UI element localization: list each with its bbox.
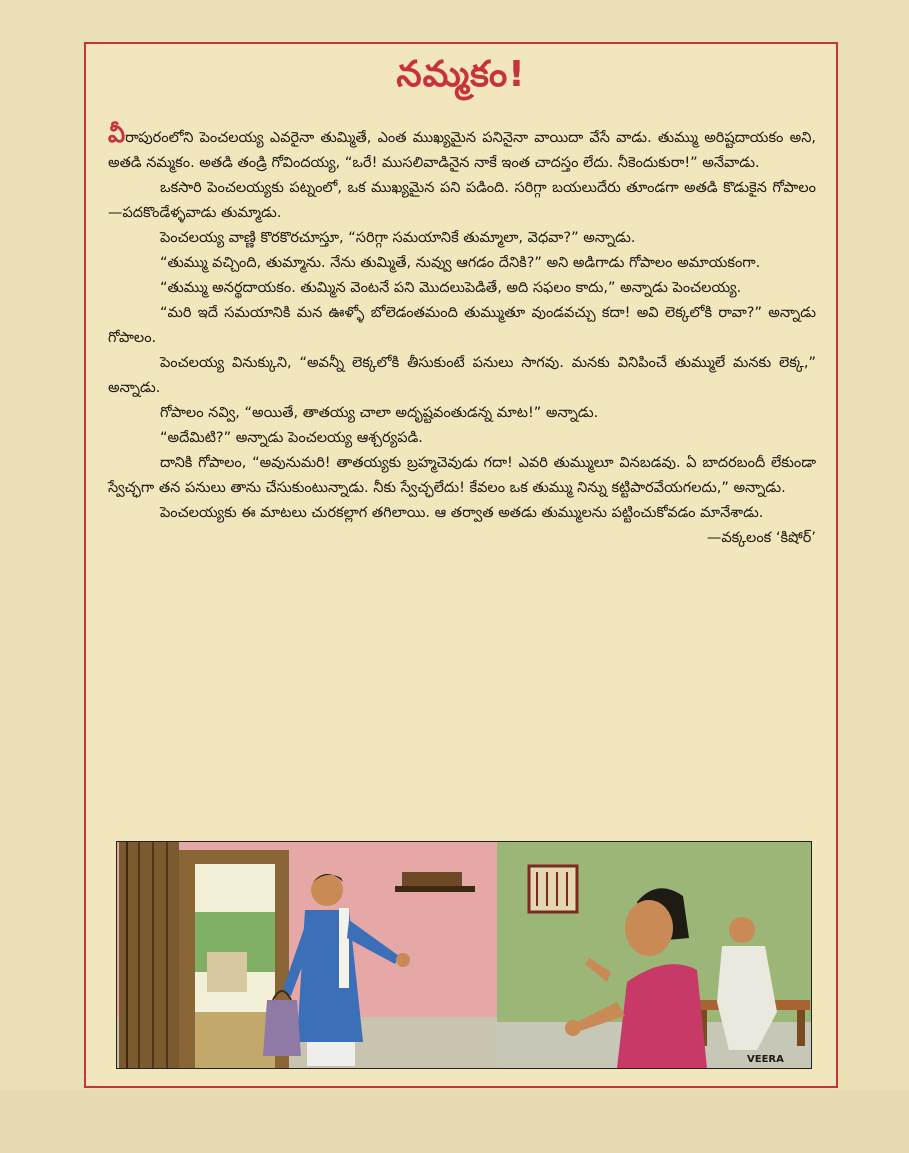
shelf-box [402,872,462,886]
paragraph-7: పెంచలయ్య వినుక్కుని, “అవన్నీ లెక్కలోకి తీసుకుంటే పనులు సాగవు. మనకు వినిపించే తుమ్ములే మనకు లెక్క,” అన్నాడు. [108,355,816,396]
woman-pink-saree [617,964,707,1068]
page-footer-strip [0,1090,909,1153]
paragraph-3: పెంచలయ్య వాణ్ణి కొరకొరచూస్తూ, “సరిగ్గా సమయానికే తుమ్మాలా, వెధవా?” అన్నాడు. [160,230,636,246]
paragraph-8: గోపాలం నవ్వి, “అయితే, తాతయ్య చాలా అదృష్టవంతుడన్న మాట!” అన్నాడు. [160,405,599,421]
drop-cap: వీ [108,120,126,148]
paragraph-6: “మరి ఇదే సమయానికి మన ఊళ్ళో బోలెడంతమంది తుమ్ముతూ వుండవచ్చు కదా! అవి లెక్కలోకి రావా?” అన్నాడు గోపాలం. [108,305,817,346]
page-frame [84,42,838,1088]
man-towel [339,908,349,988]
paragraph-2: ఒకసారి పెంచలయ్యకు పట్నంలో, ఒక ముఖ్యమైన పని పడింది. సరిగ్గా బయలుదేరు తూండగా అతడి కొడుకైన గోపాలం—పదకొండేళ్ళవాడు తుమ్మాడు. [108,180,816,221]
artist-signature: VEERA [747,1054,784,1065]
paragraph-9: “అదేమిటి?” అన్నాడు పెంచలయ్య ఆశ్చర్యపడి. [160,430,423,446]
man-head [311,874,343,906]
paragraph-text: పెంచలయ్యకు ఈ మాటలు చురకల్లాగ తగిలాయి. ఆ తర్వాత అతడు తుమ్ములను పట్టించుకోవడం మానేశాడు. [160,505,764,521]
house-outside [207,952,247,992]
story-title: నమ్మకం! [396,54,526,95]
paragraph-10: దానికి గోపాలం, “అవునుమరి! తాతయ్యకు బ్రహ్మచెవుడు గదా! ఎవరి తుమ్ములూ వినబడవు. ఏ బాదరబందీ లేకుండా స్వేచ్ఛగా తన పనులు తాను చేసుకుంటున్నాడు. నీకు స్వేచ్ఛలేదు! కేవలం ఒక తుమ్ము నిన్ను కట్టిపారవేయగలదు,” అన్నాడు. [108,455,816,496]
woman-face [625,900,673,956]
story-body [108,122,816,551]
author-byline: —వక్కలంక ‘కిషోర్’ [706,530,816,546]
paragraph-text: రాపురంలోని పెంచలయ్య ఎవరైనా తుమ్మితే, ఎంత ముఖ్యమైన పనినైనా వాయిదా వేసే వాడు. తుమ్ము అరిష్టదాయకం అని, అతడి నమ్మకం. అతడి తండ్రి గోవిందయ్య, “ఒరే! ముసలివాడినైన నాకే ఇంత చాదస్తం లేదు. నీకెందుకురా!” అనేవాడు. [108,130,816,171]
story-illustration [116,841,812,1069]
illustration-scene [117,842,811,1068]
old-man-head [729,917,755,943]
paragraph-5: “తుమ్ము అనర్థదాయకం. తుమ్మిన వెంటనే పని మొదలుపెడితే, అది సఫలం కాదు,” అన్నాడు పెంచలయ్య. [160,280,742,296]
paragraph-1 [108,122,816,176]
handbag [263,1000,301,1056]
paragraph-4: “తుమ్ము వచ్చింది, తుమ్మాను. నేను తుమ్మితే, నువ్వు ఆగడం దేనికి?” అని అడిగాడు గోపాలం అమాయకంగా. [160,255,761,271]
paragraph-11 [108,501,816,546]
wall-shelf [395,886,475,892]
